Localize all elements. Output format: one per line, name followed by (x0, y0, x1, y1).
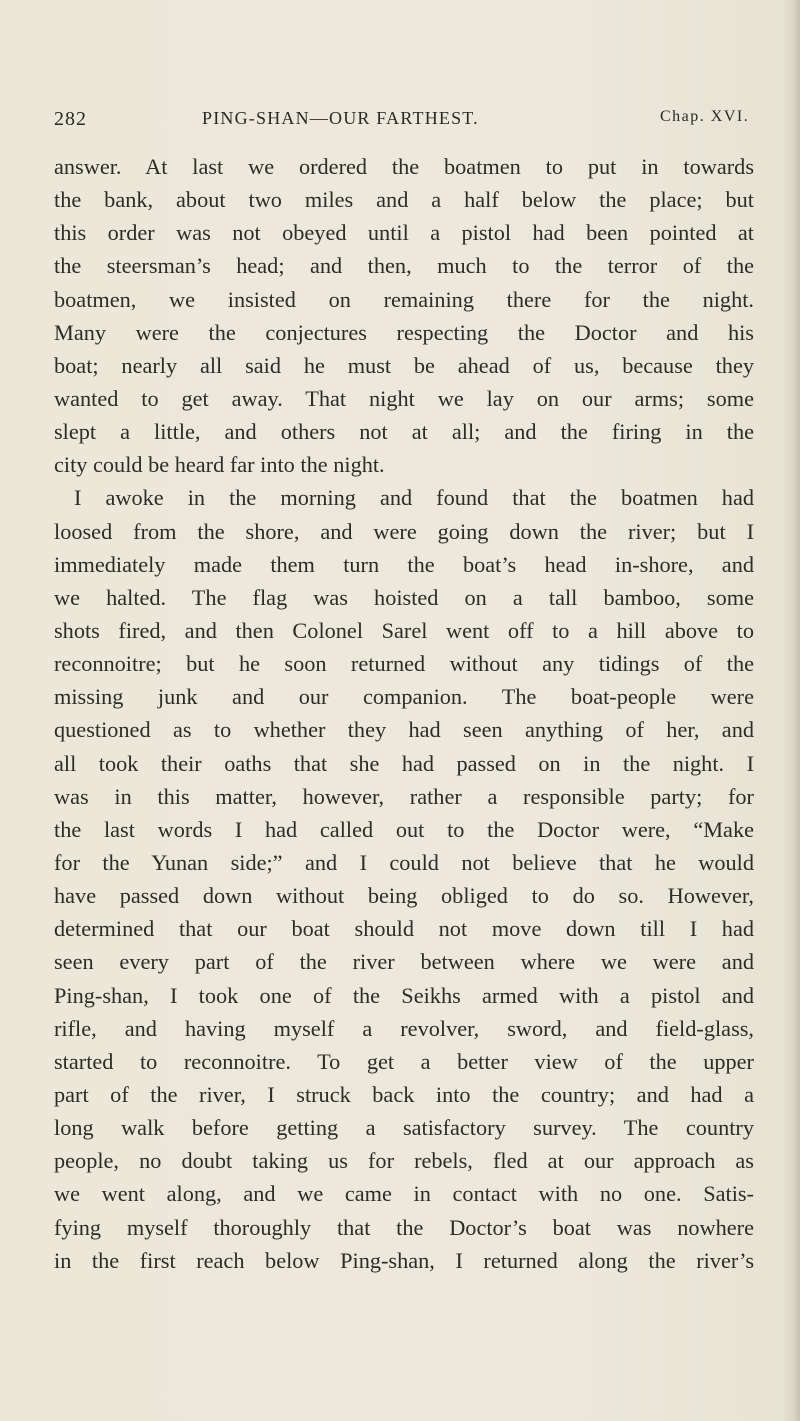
text-line: the last words I had called out to the Doctor were, “Make (54, 816, 754, 842)
text-line: immediately made them turn the boat’s head in-shore, and (54, 551, 754, 577)
text-line: the bank, about two miles and a half below the place; but (54, 187, 754, 213)
text-line: questioned as to whether they had seen anything of her, and (54, 717, 754, 743)
text-line: this order was not obeyed until a pistol had been pointed at (54, 220, 754, 246)
text-line: Ping-shan, I took one of the Seikhs armed with a pistol and (54, 982, 754, 1008)
page-edge-shadow (782, 0, 800, 1421)
text-line: seen every part of the river between where we were and (54, 949, 754, 975)
text-line: I awoke in the morning and found that the boatmen had (74, 485, 754, 511)
text-line: in the first reach below Ping-shan, I returned along the river’s (54, 1247, 754, 1273)
text-line: missing junk and our companion. The boat-people were (54, 684, 754, 710)
text-line: we halted. The flag was hoisted on a tall bamboo, some (54, 584, 754, 610)
text-line: slept a little, and others not at all; and the firing in the (54, 419, 754, 445)
text-line: all took their oaths that she had passed on in the night. I (54, 750, 754, 776)
text-line: loosed from the shore, and were going down the river; but I (54, 518, 754, 544)
text-line: boat; nearly all said he must be ahead of us, because they (54, 352, 754, 378)
body-text (54, 150, 754, 1277)
running-title: PING-SHAN—OUR FARTHEST. (202, 108, 479, 128)
text-line: rifle, and having myself a revolver, sword, and field-glass, (54, 1015, 754, 1041)
text-line: reconnoitre; but he soon returned without any tidings of the (54, 651, 754, 677)
text-line: wanted to get away. That night we lay on our arms; some (54, 385, 754, 411)
text-line: have passed down without being obliged to do so. However, (54, 883, 754, 909)
text-line: boatmen, we insisted on remaining there for the night. (54, 286, 754, 312)
text-line: the steersman’s head; and then, much to the terror of the (54, 253, 754, 279)
text-line: city could be heard far into the night. (54, 452, 385, 478)
text-line: determined that our boat should not move down till I had (54, 916, 754, 942)
text-line: was in this matter, however, rather a responsible party; for (54, 783, 754, 809)
text-line: part of the river, I struck back into the country; and had a (54, 1081, 754, 1107)
text-line: fying myself thoroughly that the Doctor’s boat was nowhere (54, 1214, 754, 1240)
text-line: long walk before getting a satisfactory survey. The country (54, 1115, 754, 1141)
text-line: people, no doubt taking us for rebels, fled at our approach as (54, 1148, 754, 1174)
text-line: started to reconnoitre. To get a better view of the upper (54, 1048, 754, 1074)
text-line: Many were the conjectures respecting the Doctor and his (54, 319, 754, 345)
text-line: answer. At last we ordered the boatmen to put in towards (54, 154, 754, 179)
chapter-label: Chap. XVI. (660, 108, 750, 125)
text-line: for the Yunan side;” and I could not believe that he would (54, 849, 754, 875)
page-number: 282 (54, 108, 87, 130)
text-line: we went along, and we came in contact with no one. Satis- (54, 1181, 754, 1207)
running-head (54, 108, 750, 134)
text-line: shots fired, and then Colonel Sarel went off to a hill above to (54, 617, 754, 643)
